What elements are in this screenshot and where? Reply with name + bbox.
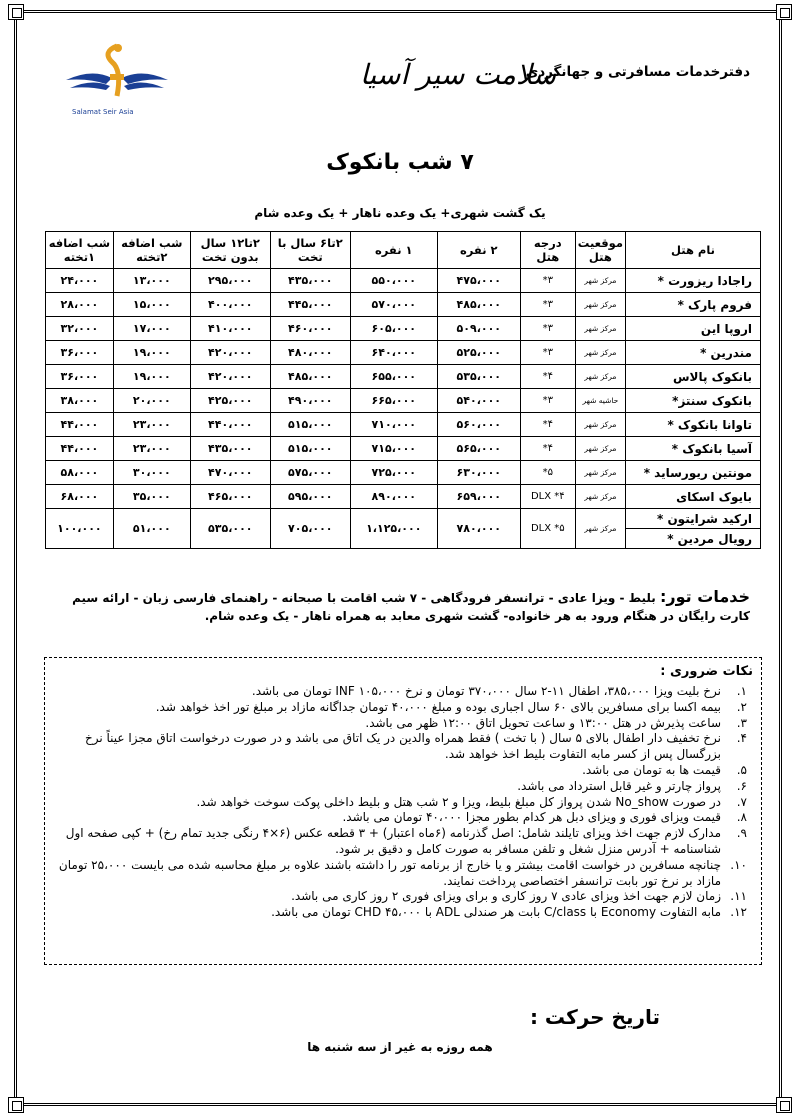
note-text: در صورت No_show شدن پرواز کل مبلغ بلیط، ویزا و ۲ شب هتل و بلیط داخلی پوکت سوخت خواهد شد. bbox=[196, 794, 721, 809]
price-child-bed: ۵۷۵،۰۰۰ bbox=[270, 461, 350, 485]
table-row bbox=[46, 317, 761, 341]
note-number: ۳. bbox=[736, 715, 747, 730]
table-row bbox=[46, 293, 761, 317]
hotel-star: ۵* DLX bbox=[520, 509, 575, 549]
note-number: ۲. bbox=[736, 699, 747, 714]
table-row bbox=[46, 509, 761, 549]
price-single: ۶۵۵،۰۰۰ bbox=[350, 365, 437, 389]
price-child-bed: ۴۶۰،۰۰۰ bbox=[270, 317, 350, 341]
corner-ornament bbox=[8, 4, 24, 20]
note-item bbox=[47, 889, 747, 905]
price-double: ۴۷۵،۰۰۰ bbox=[437, 269, 520, 293]
note-number: ۱۲. bbox=[730, 905, 747, 920]
hotel-location: مرکز شهر bbox=[575, 341, 625, 365]
hotel-star: ۴* bbox=[520, 437, 575, 461]
corner-ornament bbox=[776, 1097, 792, 1113]
hotel-name: مونتین ریورساید * bbox=[626, 461, 761, 485]
price-extra-double: ۲۳،۰۰۰ bbox=[113, 413, 190, 437]
tour-services bbox=[60, 588, 750, 625]
price-double: ۶۵۹،۰۰۰ bbox=[437, 485, 520, 509]
hotel-name: اروپا این bbox=[626, 317, 761, 341]
note-number: ۵. bbox=[736, 762, 747, 777]
col-double: ۲ نفره bbox=[437, 232, 520, 269]
price-single: ۶۶۵،۰۰۰ bbox=[350, 389, 437, 413]
hotel-star: ۳* bbox=[520, 293, 575, 317]
price-extra-single: ۵۸،۰۰۰ bbox=[46, 461, 114, 485]
office-name: دفترخدمات مسافرتی و جهانگردی bbox=[525, 64, 750, 80]
note-number: ۸. bbox=[736, 810, 747, 825]
note-item bbox=[47, 826, 747, 858]
note-item bbox=[47, 905, 747, 921]
price-child-nobed: ۴۲۰،۰۰۰ bbox=[190, 341, 270, 365]
price-child-bed: ۵۱۵،۰۰۰ bbox=[270, 413, 350, 437]
price-extra-double: ۱۹،۰۰۰ bbox=[113, 365, 190, 389]
hotel-name-line: رویال مردین * bbox=[667, 532, 752, 546]
note-item bbox=[47, 858, 747, 890]
col-extra-double: شب اضافه ۲تخته bbox=[113, 232, 190, 269]
price-single: ۶۴۰،۰۰۰ bbox=[350, 341, 437, 365]
note-number: ۱۱. bbox=[730, 889, 747, 904]
price-double: ۶۳۰،۰۰۰ bbox=[437, 461, 520, 485]
price-child-bed: ۵۹۵،۰۰۰ bbox=[270, 485, 350, 509]
price-child-bed: ۵۱۵،۰۰۰ bbox=[270, 437, 350, 461]
price-child-nobed: ۴۳۵،۰۰۰ bbox=[190, 437, 270, 461]
note-item bbox=[47, 779, 747, 795]
hotel-name: مندرین * bbox=[626, 341, 761, 365]
tour-subtitle: یک گشت شهری+ یک وعده ناهار + یک وعده شام bbox=[254, 206, 546, 220]
note-item bbox=[47, 716, 747, 732]
price-child-nobed: ۴۲۵،۰۰۰ bbox=[190, 389, 270, 413]
table-row bbox=[46, 389, 761, 413]
note-item bbox=[47, 795, 747, 811]
note-item bbox=[47, 731, 747, 763]
note-text: چنانچه مسافرین در خواست اقامت بیشتر و یا خارج از برنامه تور را داشته باشند علاوه بر مبلغ محاسبه شده می بایست ۲۵،۰۰۰ تومان مازاد بر نرخ تور بابت ترانسفر اختصاصی پرداخت نمایند. bbox=[58, 857, 721, 888]
note-number: ۹. bbox=[736, 826, 747, 841]
price-extra-single: ۴۴،۰۰۰ bbox=[46, 413, 114, 437]
price-child-nobed: ۴۰۰،۰۰۰ bbox=[190, 293, 270, 317]
price-extra-double: ۳۵،۰۰۰ bbox=[113, 485, 190, 509]
note-text: ساعت پذیرش در هتل ۱۳:۰۰ و ساعت تحویل اتاق ۱۲:۰۰ ظهر می باشد. bbox=[365, 715, 721, 730]
price-extra-single: ۲۸،۰۰۰ bbox=[46, 293, 114, 317]
corner-ornament bbox=[8, 1097, 24, 1113]
price-extra-single: ۳۶،۰۰۰ bbox=[46, 365, 114, 389]
note-number: ۴. bbox=[736, 731, 747, 746]
note-text: نرخ بلیت ویزا ۳۸۵،۰۰۰، اطفال ۱۱-۲ سال ۳۷۰،۰۰۰ تومان و نرخ INF ۱۰۵،۰۰۰ تومان می باشد. bbox=[251, 684, 721, 698]
note-item bbox=[47, 684, 747, 700]
price-extra-double: ۲۳،۰۰۰ bbox=[113, 437, 190, 461]
price-extra-single: ۲۴،۰۰۰ bbox=[46, 269, 114, 293]
price-single: ۶۰۵،۰۰۰ bbox=[350, 317, 437, 341]
hotel-name: بایوک اسکای bbox=[626, 485, 761, 509]
price-single: ۵۵۰،۰۰۰ bbox=[350, 269, 437, 293]
hotel-location: مرکز شهر bbox=[575, 461, 625, 485]
hotel-location: مرکز شهر bbox=[575, 293, 625, 317]
notes-title: نکات ضروری : bbox=[660, 664, 753, 679]
hotel-name-line: ارکید شرایتون * bbox=[626, 509, 760, 529]
table-row bbox=[46, 341, 761, 365]
col-extra-single: شب اضافه ۱تخته bbox=[46, 232, 114, 269]
hotel-location: حاشیه شهر bbox=[575, 389, 625, 413]
price-single: ۵۷۰،۰۰۰ bbox=[350, 293, 437, 317]
price-single: ۷۱۰،۰۰۰ bbox=[350, 413, 437, 437]
col-star: درجه هتل bbox=[520, 232, 575, 269]
price-double: ۵۲۵،۰۰۰ bbox=[437, 341, 520, 365]
hotel-star: ۳* bbox=[520, 317, 575, 341]
price-double: ۴۸۵،۰۰۰ bbox=[437, 293, 520, 317]
price-extra-double: ۵۱،۰۰۰ bbox=[113, 509, 190, 549]
price-child-nobed: ۴۴۰،۰۰۰ bbox=[190, 413, 270, 437]
price-child-nobed: ۴۶۵،۰۰۰ bbox=[190, 485, 270, 509]
departure-text: همه روزه به غیر از سه شنبه ها bbox=[307, 1040, 493, 1054]
note-number: ۶. bbox=[736, 778, 747, 793]
price-child-nobed: ۴۱۰،۰۰۰ bbox=[190, 317, 270, 341]
price-extra-single: ۳۸،۰۰۰ bbox=[46, 389, 114, 413]
price-double: ۵۶۰،۰۰۰ bbox=[437, 413, 520, 437]
col-child-bed: ۲تا۶ سال با تخت bbox=[270, 232, 350, 269]
note-item bbox=[47, 700, 747, 716]
hotel-name: بانکوک پالاس bbox=[626, 365, 761, 389]
hotel-location: مرکز شهر bbox=[575, 269, 625, 293]
hotel-star: ۴* DLX bbox=[520, 485, 575, 509]
table-row bbox=[46, 437, 761, 461]
page-title: ۷ شب بانکوک bbox=[326, 150, 474, 175]
price-child-bed: ۴۹۰،۰۰۰ bbox=[270, 389, 350, 413]
hotel-star: ۴* bbox=[520, 365, 575, 389]
hotel-name: راجادا ریزورت * bbox=[626, 269, 761, 293]
note-text: مدارک لازم جهت اخذ ویزای تایلند شامل: اصل گذرنامه (۶ماه اعتبار) + ۳ قطعه عکس (۶×۴ رنگی جدید تمام رخ) + کپی صفحه اول شناسنامه + آدرس منزل شغل و تلفن مسافر به صورت کامل و دقیق بر شود. bbox=[65, 826, 721, 856]
notes-list bbox=[47, 684, 747, 921]
table-row bbox=[46, 365, 761, 389]
price-extra-double: ۱۷،۰۰۰ bbox=[113, 317, 190, 341]
note-text: مابه التفاوت Economy با C/class بابت هر صندلی ADL با CHD ۴۵،۰۰۰ تومان می باشد. bbox=[271, 905, 721, 920]
hotel-star: ۳* bbox=[520, 389, 575, 413]
hotel-location: مرکز شهر bbox=[575, 509, 625, 549]
hotel-star: ۳* bbox=[520, 341, 575, 365]
price-extra-double: ۱۵،۰۰۰ bbox=[113, 293, 190, 317]
hotel-name bbox=[626, 509, 761, 549]
price-extra-single: ۶۸،۰۰۰ bbox=[46, 485, 114, 509]
note-text: بیمه اکسا برای مسافرین بالای ۶۰ سال اجباری بوده و مبلغ ۴۰،۰۰۰ تومان جداگانه مازاد بر مبلغ تور اخذ خواهد شد. bbox=[155, 699, 721, 714]
price-child-nobed: ۲۹۵،۰۰۰ bbox=[190, 269, 270, 293]
price-child-bed: ۴۸۵،۰۰۰ bbox=[270, 365, 350, 389]
price-double: ۷۸۰،۰۰۰ bbox=[437, 509, 520, 549]
price-extra-single: ۳۲،۰۰۰ bbox=[46, 317, 114, 341]
price-extra-double: ۲۰،۰۰۰ bbox=[113, 389, 190, 413]
price-single: ۱،۱۲۵،۰۰۰ bbox=[350, 509, 437, 549]
hotel-star: ۵* bbox=[520, 461, 575, 485]
important-notes bbox=[44, 657, 762, 965]
price-single: ۷۱۵،۰۰۰ bbox=[350, 437, 437, 461]
corner-ornament bbox=[776, 4, 792, 20]
hotel-name: تاوانا بانکوک * bbox=[626, 413, 761, 437]
company-logo bbox=[62, 40, 172, 116]
col-single: ۱ نفره bbox=[350, 232, 437, 269]
col-location: موقعیت هتل bbox=[575, 232, 625, 269]
price-child-bed: ۴۸۰،۰۰۰ bbox=[270, 341, 350, 365]
header bbox=[60, 40, 750, 120]
hotel-star: ۳* bbox=[520, 269, 575, 293]
price-double: ۵۳۵،۰۰۰ bbox=[437, 365, 520, 389]
price-single: ۸۹۰،۰۰۰ bbox=[350, 485, 437, 509]
services-label: خدمات تور: bbox=[660, 587, 750, 606]
table-header-row bbox=[46, 232, 761, 269]
price-child-nobed: ۵۳۵،۰۰۰ bbox=[190, 509, 270, 549]
price-extra-single: ۱۰۰،۰۰۰ bbox=[46, 509, 114, 549]
note-item bbox=[47, 763, 747, 779]
hotel-location: مرکز شهر bbox=[575, 317, 625, 341]
note-item bbox=[47, 810, 747, 826]
price-child-bed: ۷۰۵،۰۰۰ bbox=[270, 509, 350, 549]
table-row bbox=[46, 461, 761, 485]
note-number: ۷. bbox=[736, 794, 747, 809]
hotel-location: مرکز شهر bbox=[575, 365, 625, 389]
note-text: زمان لازم جهت اخذ ویزای عادی ۷ روز کاری و برای ویزای فوری ۲ روز کاری می باشد. bbox=[291, 889, 721, 904]
price-child-nobed: ۴۷۰،۰۰۰ bbox=[190, 461, 270, 485]
departure-title: تاریخ حرکت : bbox=[529, 1005, 660, 1029]
price-extra-double: ۳۰،۰۰۰ bbox=[113, 461, 190, 485]
price-child-bed: ۴۳۵،۰۰۰ bbox=[270, 269, 350, 293]
note-text: قیمت ها به تومان می باشد. bbox=[582, 762, 721, 777]
price-extra-double: ۱۳،۰۰۰ bbox=[113, 269, 190, 293]
price-double: ۵۶۵،۰۰۰ bbox=[437, 437, 520, 461]
hotel-location: مرکز شهر bbox=[575, 437, 625, 461]
hotel-price-table bbox=[45, 231, 761, 549]
price-child-nobed: ۴۲۰،۰۰۰ bbox=[190, 365, 270, 389]
note-number: ۱۰. bbox=[730, 857, 747, 872]
hotel-location: مرکز شهر bbox=[575, 485, 625, 509]
note-text: پرواز چارتر و غیر قابل استرداد می باشد. bbox=[517, 778, 721, 793]
col-hotel-name: نام هتل bbox=[626, 232, 761, 269]
brand-name: سلامت سیر آسیا bbox=[360, 58, 557, 91]
services-text: بلیط - ویزا عادی - ترانسفر فرودگاهی - ۷ شب اقامت با صبحانه - راهنمای فارسی زبان - ارائه سیم کارت رایگان در هنگام ورود به هر خانواده- گشت شهری معابد به همراه ناهار - یک وعده شام. bbox=[72, 591, 750, 623]
table-row bbox=[46, 269, 761, 293]
hotel-name: بانکوک سنتز* bbox=[626, 389, 761, 413]
hotel-name: فروم پارک * bbox=[626, 293, 761, 317]
logo-caption: Salamat Seir Asia bbox=[72, 108, 134, 116]
hotel-name: آسیا بانکوک * bbox=[626, 437, 761, 461]
price-single: ۷۲۵،۰۰۰ bbox=[350, 461, 437, 485]
note-text: قیمت ویزای فوری و ویزای دبل هر کدام بطور مجزا ۴۰،۰۰۰ تومان می باشد. bbox=[342, 810, 721, 825]
price-extra-single: ۴۴،۰۰۰ bbox=[46, 437, 114, 461]
note-number: ۱. bbox=[736, 684, 747, 698]
price-extra-double: ۱۹،۰۰۰ bbox=[113, 341, 190, 365]
table-row bbox=[46, 485, 761, 509]
price-double: ۵۰۹،۰۰۰ bbox=[437, 317, 520, 341]
table-row bbox=[46, 413, 761, 437]
price-child-bed: ۴۴۵،۰۰۰ bbox=[270, 293, 350, 317]
note-text: نرخ تخفیف دار اطفال بالای ۵ سال ( با تخت ) فقط همراه والدین در یک اتاق می باشد و در صورت درخواست اتاق مجزا عیناً نرخ بزرگسال پس از کسر مابه التفاوت بلیط اخذ خواهد شد. bbox=[84, 731, 721, 762]
price-double: ۵۴۰،۰۰۰ bbox=[437, 389, 520, 413]
hotel-location: مرکز شهر bbox=[575, 413, 625, 437]
col-child-nobed: ۲تا۱۲ سال بدون تخت bbox=[190, 232, 270, 269]
price-extra-single: ۳۶،۰۰۰ bbox=[46, 341, 114, 365]
hotel-star: ۴* bbox=[520, 413, 575, 437]
